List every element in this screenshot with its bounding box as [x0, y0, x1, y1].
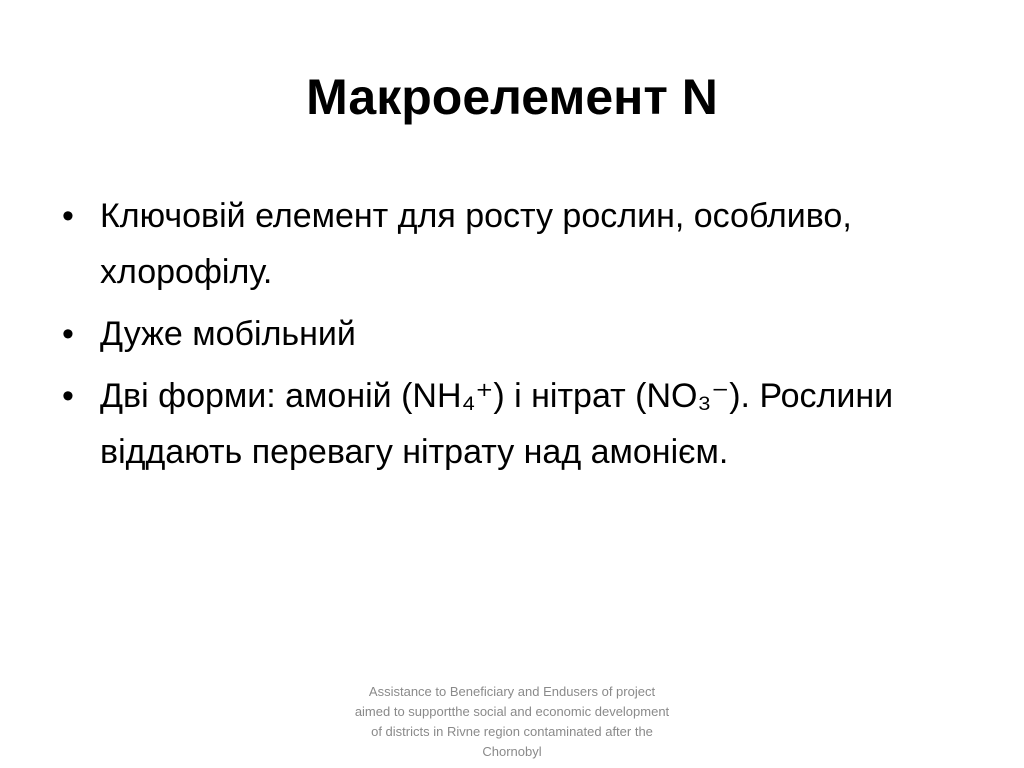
slide-title: Макроелемент N — [306, 69, 718, 125]
bullet-text: Ключовій елемент для росту рослин, особливо, хлорофілу. — [100, 197, 852, 291]
footer-note: Assistance to Beneficiary and Endusers of project aimed to supportthe social and economic development of districts in Rivne region contaminated after the Chornobyl — [354, 684, 670, 759]
bullet-marker: • — [62, 315, 74, 353]
bullet-text: Дуже мобільний — [100, 315, 356, 353]
bullet-list — [60, 188, 960, 486]
bullet-marker: • — [62, 377, 74, 415]
bullet-item — [60, 188, 960, 300]
bullet-item — [60, 306, 960, 362]
bullet-text: Дві форми: амоній (NH₄⁺) і нітрат (NO₃⁻). Рослини віддають перевагу нітрату над амонієм. — [100, 377, 894, 471]
bullet-marker: • — [62, 197, 74, 235]
bullet-item — [60, 368, 960, 480]
